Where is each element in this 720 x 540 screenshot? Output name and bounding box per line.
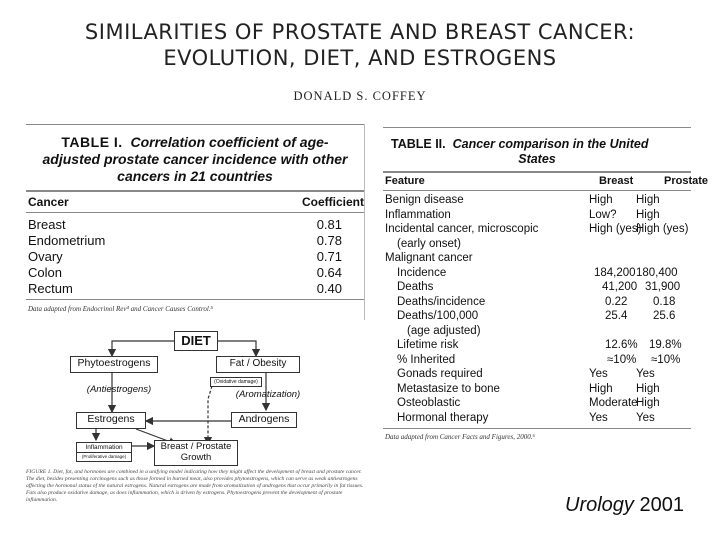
diet-box: DIET — [174, 331, 218, 351]
breast-cell: 0.22 — [605, 295, 628, 308]
aromatization-label: (Aromatization) — [235, 389, 301, 400]
table-row — [383, 266, 691, 281]
prostate-cell: 0.18 — [653, 295, 676, 308]
phytoestrogens-box: Phytoestrogens — [70, 356, 158, 373]
table-2-col-breast: Breast — [599, 175, 634, 187]
table-row — [26, 233, 364, 249]
table-1-header-rule-top — [26, 190, 364, 192]
arrow-diet-fat — [218, 341, 256, 356]
oxidative-damage-box: (Oxidative damage) — [210, 377, 262, 387]
citation-year: 2001 — [639, 494, 684, 516]
table-2-bottom-rule — [383, 428, 691, 429]
feature-cell: Deaths/incidence — [397, 295, 486, 308]
feature-cell: Metastasize to bone — [397, 382, 500, 395]
table-row — [383, 324, 691, 339]
breast-cell: 25.4 — [605, 310, 628, 322]
cancer-name: Endometrium — [28, 233, 106, 248]
breast-cell: ≈10% — [607, 353, 637, 366]
breast-cell: 184,200 — [594, 266, 636, 279]
table-2-header — [383, 174, 709, 189]
table-row — [383, 208, 691, 223]
table-1-header-rule-bottom — [26, 212, 364, 213]
coefficient-value: 0.64 — [316, 265, 342, 280]
arrow-diet-phyto — [112, 341, 174, 356]
prostate-cell: 19.8% — [649, 339, 682, 351]
feature-cell: Deaths — [397, 281, 434, 293]
table-1-caption-line-1 — [26, 134, 364, 151]
cancer-name: Rectum — [28, 281, 73, 296]
author: DONALD S. COFFEY — [293, 89, 427, 103]
prostate-cell: High (yes) — [636, 223, 689, 235]
feature-cell: (age adjusted) — [407, 324, 481, 337]
table-row — [26, 281, 364, 297]
table-2-label: TABLE II. — [391, 137, 446, 151]
breast-cell: High — [589, 382, 613, 395]
feature-cell: Inflammation — [385, 208, 451, 221]
fat-obesity-box: Fat / Obesity — [216, 356, 300, 373]
feature-cell: Incidence — [397, 266, 447, 279]
table-2 — [383, 127, 709, 449]
table-1-footnote: Data adapted from Endocrinol Rev⁴ and Cancer Causes Control.⁵ — [28, 305, 213, 313]
feature-cell: Osteoblastic — [397, 397, 461, 409]
coefficient-value: 0.40 — [316, 281, 342, 296]
table-1-bottom-rule — [26, 299, 364, 300]
growth-line-1: Breast / Prostate — [160, 441, 232, 452]
breast-cell: Yes — [589, 368, 608, 380]
prostate-cell: 25.6 — [653, 310, 676, 322]
breast-cell: High — [589, 194, 613, 206]
figure-1 — [26, 324, 364, 524]
table-row — [383, 237, 691, 252]
prostate-cell: High — [636, 194, 660, 206]
coefficient-value: 0.78 — [316, 233, 342, 248]
prostate-cell: Yes — [636, 368, 655, 380]
table-2-top-rule — [383, 127, 691, 128]
table-row — [383, 251, 691, 266]
table-1 — [26, 124, 365, 320]
antiestrogens-label: (Antiestrogens) — [86, 384, 152, 395]
feature-cell: Incidental cancer, microscopic — [385, 223, 539, 235]
table-1-col-coefficient: Coefficient — [301, 195, 364, 209]
figure-caption: FIGURE 1. Diet, fat, and hormones are combined in a unifying model indicating how they might affect the development of breast and prostate cancer. The diet, besides presenting carcinogens such as those formed in burned meat, also provides phytoestrogens, which can serve as weak antiestrogens affecting the hormonal status of the natural estrogens. Natural estrogens are made from aromatization of androgens that occur primarily in fat tissues. Fats also produce oxidative damage, as does inflammation, which is driven by estrogens. Phytoestrogens prevent the development of prostate inflammation. — [26, 469, 364, 503]
table-row — [26, 265, 364, 281]
feature-cell: % Inherited — [397, 353, 456, 366]
table-1-label: TABLE I. — [61, 134, 123, 150]
table-row — [26, 249, 364, 265]
breast-cell: 12.6% — [605, 339, 638, 351]
arrow-oxidative — [208, 386, 212, 444]
growth-box — [154, 440, 238, 466]
table-row — [383, 353, 691, 368]
growth-line-2: Growth — [180, 452, 212, 463]
table-row — [383, 367, 691, 382]
feature-cell: Gonads required — [397, 368, 483, 380]
table-row — [383, 396, 691, 411]
feature-cell: Deaths/100,000 — [397, 310, 479, 322]
table-row — [383, 309, 691, 324]
table-2-col-prostate: Prostate — [664, 175, 709, 187]
table-row — [383, 193, 691, 208]
prostate-cell: Yes — [636, 411, 655, 424]
table-1-top-rule — [26, 124, 364, 125]
coefficient-value: 0.71 — [316, 249, 342, 264]
table-row — [383, 382, 691, 397]
breast-cell: Yes — [589, 411, 608, 424]
feature-cell: Benign disease — [385, 194, 464, 206]
citation — [565, 494, 684, 517]
title-line-1: SIMILARITIES OF PROSTATE AND BREAST CANCER: — [84, 20, 636, 44]
cancer-name: Breast — [28, 217, 66, 232]
table-2-caption-text-1: Cancer comparison in the United — [452, 137, 649, 151]
feature-cell: (early onset) — [397, 237, 461, 250]
table-1-caption-line-2: adjusted prostate cancer incidence with other — [42, 151, 348, 167]
feature-cell: Lifetime risk — [397, 339, 459, 351]
inflammation-box: Inflammation — [76, 442, 132, 454]
table-2-caption-line-1 — [391, 137, 648, 152]
feature-cell: Hormonal therapy — [397, 411, 489, 424]
table-2-header-rule-top — [383, 171, 691, 173]
breast-cell: High (yes) — [589, 223, 642, 235]
breast-cell: Moderate — [589, 397, 638, 409]
table-row — [26, 217, 364, 233]
table-2-col-feature: Feature — [385, 175, 425, 187]
table-2-caption-line-2: States — [518, 152, 556, 166]
table-row — [383, 295, 691, 310]
androgens-box: Androgens — [231, 412, 297, 428]
table-row — [383, 411, 691, 426]
cancer-name: Colon — [28, 265, 62, 280]
table-2-header-rule-bottom — [383, 190, 691, 191]
prostate-cell: High — [636, 397, 660, 409]
coefficient-value: 0.81 — [316, 217, 342, 232]
table-1-caption-text-1: Correlation coefficient of age- — [130, 134, 329, 150]
breast-cell: Low? — [589, 208, 617, 221]
table-1-caption-line-3: cancers in 21 countries — [117, 168, 273, 184]
estrogens-box: Estrogens — [76, 412, 146, 429]
prostate-cell: 31,900 — [645, 281, 681, 293]
prostate-cell: 180,400 — [636, 266, 678, 279]
table-row — [383, 280, 691, 295]
proliferative-damage-box: (Proliferative damage) — [76, 452, 132, 462]
table-1-col-cancer: Cancer — [28, 195, 69, 209]
breast-cell: 41,200 — [602, 281, 638, 293]
table-2-footnote: Data adapted from Cancer Facts and Figures, 2000.⁶ — [385, 433, 535, 441]
table-row — [383, 338, 691, 353]
table-row — [383, 222, 691, 237]
prostate-cell: ≈10% — [651, 353, 681, 366]
citation-journal: Urology — [565, 494, 634, 516]
prostate-cell: High — [636, 208, 660, 221]
title-line-2: EVOLUTION, DIET, AND ESTROGENS — [163, 46, 557, 70]
prostate-cell: High — [636, 382, 660, 395]
cancer-name: Ovary — [28, 249, 63, 264]
feature-cell: Malignant cancer — [385, 252, 473, 264]
